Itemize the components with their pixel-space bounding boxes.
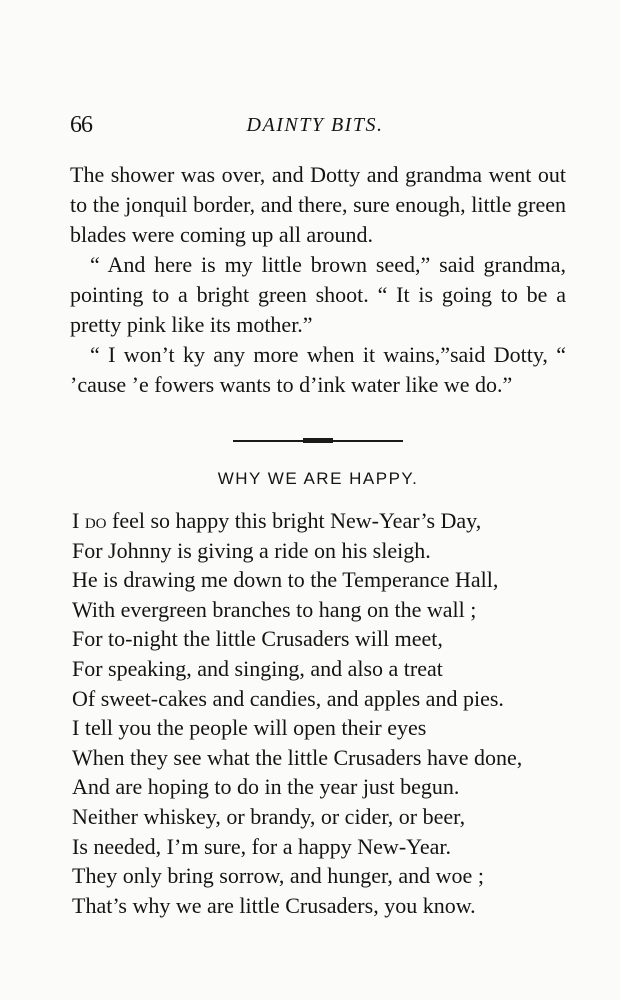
poem-line: And are hoping to do in the year just begun. [72,774,460,800]
page-header [70,112,560,142]
divider-ornament [303,438,333,443]
poem [72,506,572,920]
poem-line-text: feel so happy this bright New-Year’s Day, [112,508,482,533]
running-title: DAINTY BITS. [246,114,384,136]
paragraph: “ And here is my little brown seed,” said grandma, pointing to a bright green shoot. “ It is going to be a pretty pink like its mother.” [70,252,566,337]
poem-line: With evergreen branches to hang on the wall ; [72,596,477,622]
poem-line: Is needed, I’m sure, for a happy New-Year. [72,833,451,859]
poem-line: Of sweet-cakes and candies, and apples and pies. [72,685,504,711]
prose-section [70,160,566,400]
poem-line: When they see what the little Crusaders have done, [72,744,523,770]
paragraph: The shower was over, and Dotty and grandma went out to the jonquil border, and there, sure enough, little green blades were coming up all around. [70,162,566,247]
paragraph: “ I won’t ky any more when it wains,”said Dotty, “ ’cause ’e fowers wants to d’ink water like we do.” [70,342,566,397]
poem-line: For Johnny is giving a ride on his sleigh. [72,537,431,563]
poem-line: For speaking, and singing, and also a treat [72,655,443,681]
poem-line [72,506,572,536]
section-divider [233,438,403,444]
poem-line: He is drawing me down to the Temperance Hall, [72,567,499,593]
poem-line: Neither whiskey, or brandy, or cider, or beer, [72,803,466,829]
poem-initial-word: I [72,508,80,533]
poem-title: WHY WE ARE HAPPY. [217,469,419,488]
poem-line: I tell you the people will open their eyes [72,715,427,741]
poem-line: For to-night the little Crusaders will meet, [72,626,443,652]
poem-small-caps-word: do [84,508,107,533]
page-number: 66 [70,112,92,138]
poem-line: They only bring sorrow, and hunger, and woe ; [72,863,484,889]
poem-line: That’s why we are little Crusaders, you know. [72,892,476,918]
